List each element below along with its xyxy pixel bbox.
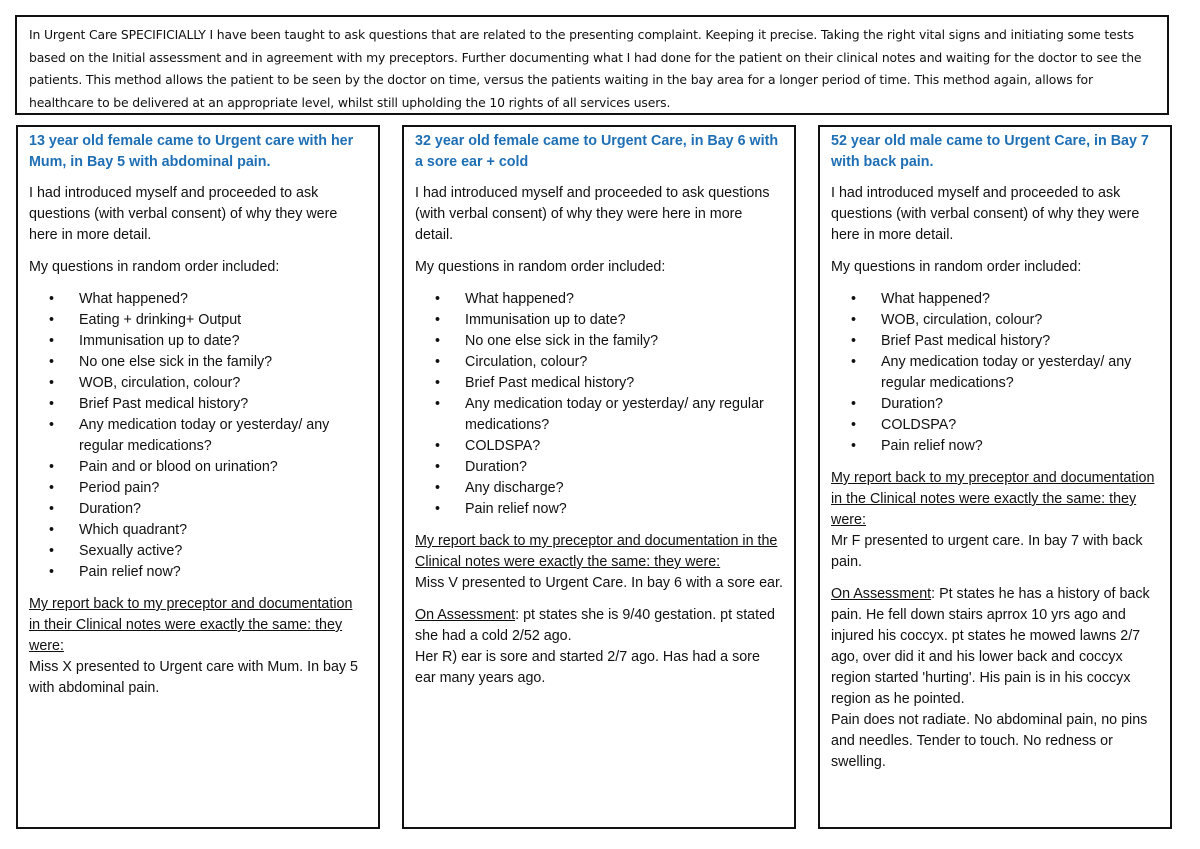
report-text: Mr F presented to urgent care. In bay 7 with back pain. xyxy=(831,533,1143,570)
case-intro: I had introduced myself and proceeded to ask questions (with verbal consent) of why they were here in more detail. xyxy=(415,185,770,243)
report-heading: My report back to my preceptor and documentation in their Clinical notes were exactly the same: they were: xyxy=(29,596,353,654)
list-item: • Brief Past medical history? xyxy=(79,394,367,415)
case-intro: I had introduced myself and proceeded to ask questions (with verbal consent) of why they were here in more detail. xyxy=(29,185,338,243)
list-item: • Which quadrant? xyxy=(79,520,367,541)
questions-list xyxy=(831,289,1159,457)
case-box-bay-7 xyxy=(818,125,1172,829)
list-item: • Pain relief now? xyxy=(465,499,783,520)
questions-label: My questions in random order included: xyxy=(415,259,666,275)
list-item: • Pain relief now? xyxy=(881,436,1159,457)
assessment xyxy=(831,584,1159,710)
case-box-bay-6 xyxy=(402,125,796,829)
case-title: 13 year old female came to Urgent care with her Mum, in Bay 5 with abdominal pain. xyxy=(29,133,354,170)
assessment-extra: Pain does not radiate. No abdominal pain, no pins and needles. Tender to touch. No redness or swelling. xyxy=(831,712,1148,770)
list-item: • Duration? xyxy=(881,394,1159,415)
list-item: • Any medication today or yesterday/ any regular medications? xyxy=(465,394,783,436)
list-item: • What happened? xyxy=(79,289,367,310)
list-item: • What happened? xyxy=(881,289,1159,310)
list-item: • Duration? xyxy=(465,457,783,478)
assessment-text: : pt states she is 9/40 gestation. pt stated she had a cold 2/52 ago. xyxy=(415,607,776,644)
list-item: • Pain and or blood on urination? xyxy=(79,457,367,478)
list-item: • What happened? xyxy=(465,289,783,310)
case-box-bay-5 xyxy=(16,125,380,829)
questions-list xyxy=(415,289,783,520)
list-item: • Immunisation up to date? xyxy=(465,310,783,331)
assessment-label: On Assessment xyxy=(831,586,932,602)
list-item: • Period pain? xyxy=(79,478,367,499)
list-item: • Eating + drinking+ Output xyxy=(79,310,367,331)
case-title: 32 year old female came to Urgent Care, in Bay 6 with a sore ear + cold xyxy=(415,133,779,170)
list-item: • No one else sick in the family? xyxy=(79,352,367,373)
report-heading: My report back to my preceptor and documentation in the Clinical notes were exactly the same: they were: xyxy=(415,533,778,570)
questions-list xyxy=(29,289,367,583)
questions-label: My questions in random order included: xyxy=(29,259,280,275)
list-item: • WOB, circulation, colour? xyxy=(881,310,1159,331)
list-item: • Brief Past medical history? xyxy=(465,373,783,394)
list-item: • COLDSPA? xyxy=(465,436,783,457)
intro-text-box: In Urgent Care SPECIFICIALLY I have been taught to ask questions that are related to the presenting complaint. Keeping it precise. Taking the right vital signs and initiating some tests based on the Initial assessment and in agreement with my preceptors. Further documenting what I had done for the patient on their clinical notes and waiting for the doctor to see the patients. This method allows the patient to be seen by the doctor on time, versus the patients waiting in the bay area for a longer period of time. This method again, allows for healthcare to be delivered at an appropriate level, whilst still upholding the 10 rights of all services users. xyxy=(15,15,1169,115)
list-item: • COLDSPA? xyxy=(881,415,1159,436)
list-item: • Pain relief now? xyxy=(79,562,367,583)
list-item: • WOB, circulation, colour? xyxy=(79,373,367,394)
list-item: • Duration? xyxy=(79,499,367,520)
list-item: • Circulation, colour? xyxy=(465,352,783,373)
assessment xyxy=(415,605,783,647)
assessment-text: : Pt states he has a history of back pain. He fell down stairs aprrox 10 yrs ago and injured his coccyx. pt states he mowed lawns 2/7 ago, over did it and his lower back and coccyx region started 'hurting'. His pain is in his coccyx region as he pointed. xyxy=(831,586,1150,707)
list-item: • Any medication today or yesterday/ any regular medications? xyxy=(881,352,1159,394)
report-text: Miss X presented to Urgent care with Mum. In bay 5 with abdominal pain. xyxy=(29,659,358,696)
case-intro: I had introduced myself and proceeded to ask questions (with verbal consent) of why they were here in more detail. xyxy=(831,185,1140,243)
list-item: • Any discharge? xyxy=(465,478,783,499)
case-title: 52 year old male came to Urgent Care, in Bay 7 with back pain. xyxy=(831,133,1149,170)
list-item: • Brief Past medical history? xyxy=(881,331,1159,352)
questions-label: My questions in random order included: xyxy=(831,259,1082,275)
report-text: Miss V presented to Urgent Care. In bay 6 with a sore ear. xyxy=(415,575,783,591)
assessment-extra: Her R) ear is sore and started 2/7 ago. Has had a sore ear many years ago. xyxy=(415,649,760,686)
list-item: • Any medication today or yesterday/ any regular medications? xyxy=(79,415,367,457)
list-item: • Sexually active? xyxy=(79,541,367,562)
assessment-label: On Assessment xyxy=(415,607,516,623)
list-item: • No one else sick in the family? xyxy=(465,331,783,352)
list-item: • Immunisation up to date? xyxy=(79,331,367,352)
report-heading: My report back to my preceptor and documentation in the Clinical notes were exactly the same: they were: xyxy=(831,470,1155,528)
